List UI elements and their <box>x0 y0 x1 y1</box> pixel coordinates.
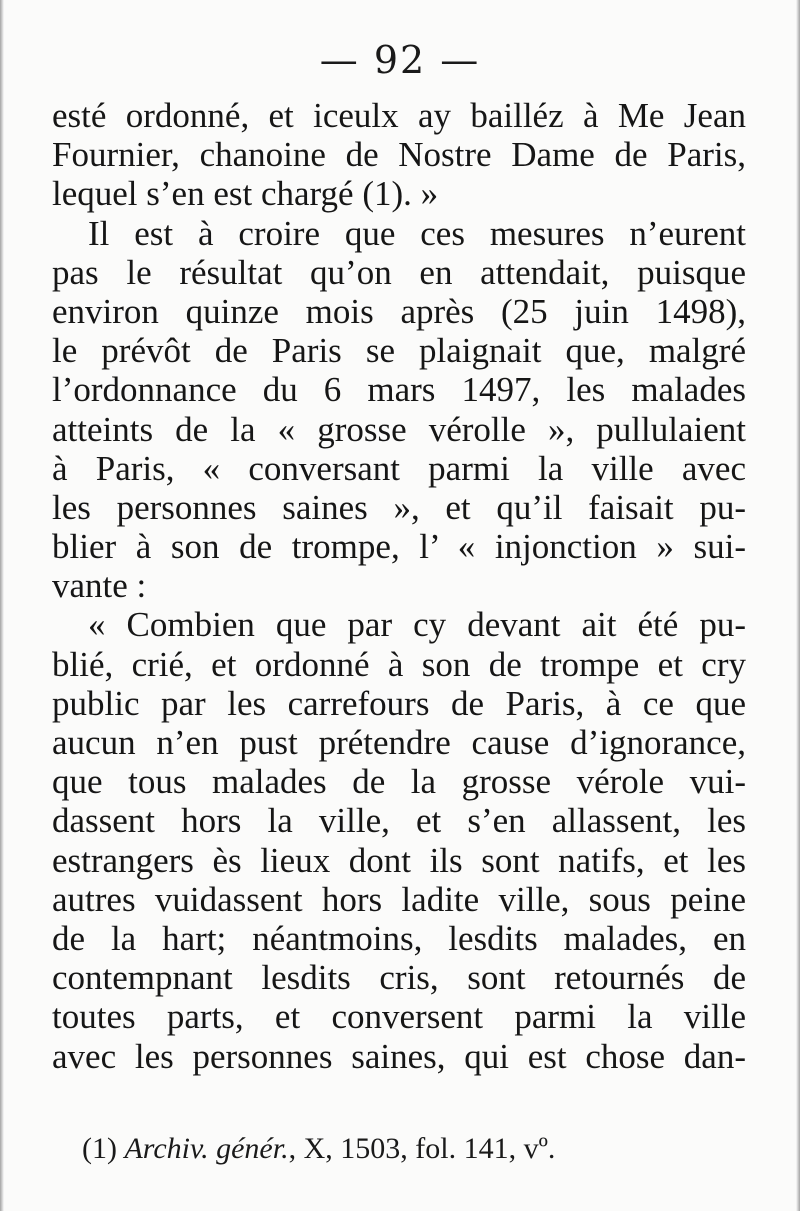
text-line: lequel s’en est chargé (1). » <box>52 174 439 214</box>
text-line: environ quinze mois après (25 juin 1498), <box>52 291 746 331</box>
footnote <box>82 1132 555 1166</box>
text-line: toutes parts, et conversent parmi la ville <box>52 997 746 1037</box>
text-line: autres vuidassent hors ladite ville, sous peine <box>52 879 746 919</box>
text-line: blier à son de trompe, l’ « injonction » sui- <box>52 527 746 567</box>
text-line: avec les personnes saines, qui est chose dan- <box>52 1036 746 1076</box>
text-line: estrangers ès lieux dont ils sont natifs, et les <box>52 840 746 880</box>
text-line: Fournier, chanoine de Nostre Dame de Paris, <box>52 135 746 175</box>
text-line: « Combien que par cy devant ait été pu- <box>88 605 746 645</box>
footnote-mark: (1) <box>82 1132 117 1165</box>
text-line: le prévôt de Paris se plaignait que, malgré <box>52 331 746 371</box>
text-line: que tous malades de la grosse vérole vui- <box>52 762 746 802</box>
text-line: blié, crié, et ordonné à son de trompe et cry <box>52 644 746 684</box>
page-number: — 92 — <box>319 38 481 82</box>
page-right-edge-shadow <box>796 0 800 1211</box>
text-line: esté ordonné, et iceulx ay bailléz à Me Jean <box>52 96 746 135</box>
page-left-edge-shadow <box>0 0 4 1211</box>
text-line: dassent hors la ville, et s’en allassent, les <box>52 801 746 841</box>
text-line: contempnant lesdits cris, sont retournés de <box>52 958 746 998</box>
text-line: pas le résultat qu’on en attendait, puisque <box>52 252 746 292</box>
body-text <box>52 96 746 1076</box>
text-line: de la hart; néantmoins, lesdits malades, en <box>52 918 746 958</box>
text-line: vante : <box>52 566 147 606</box>
text-line: Il est à croire que ces mesures n’eurent <box>88 213 746 253</box>
text-line: atteints de la « grosse vérolle », pullulaient <box>52 409 746 449</box>
text-line: aucun n’en pust prétendre cause d’ignorance, <box>52 723 746 762</box>
footnote-source: Archiv. génér. <box>124 1132 289 1165</box>
text-line: public par les carrefours de Paris, à ce que <box>52 683 746 723</box>
footnote-reference: , X, 1503, fol. 141, vº. <box>288 1132 556 1165</box>
text-line: l’ordonnance du 6 mars 1497, les malades <box>52 370 746 410</box>
text-line: à Paris, « conversant parmi la ville avec <box>52 448 746 488</box>
text-line: les personnes saines », et qu’il faisait pu- <box>52 487 746 527</box>
